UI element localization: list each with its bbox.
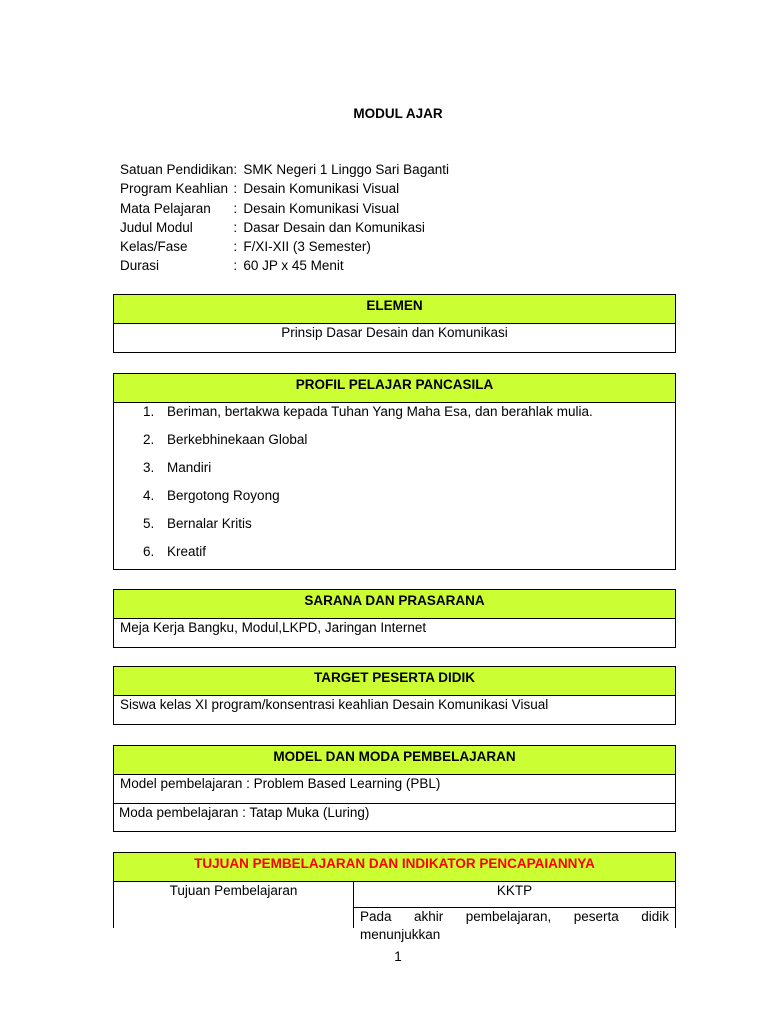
info-row-judul [120, 218, 449, 237]
tujuan-table [114, 882, 675, 942]
model-section [113, 745, 676, 832]
kktp-column [354, 882, 675, 942]
document-title: MODUL AJAR [353, 106, 443, 121]
info-row-kelas [120, 237, 449, 256]
list-number: 5. [143, 516, 155, 531]
profil-header: PROFIL PELAJAR PANCASILA [114, 374, 675, 403]
page-number: 1 [394, 949, 402, 964]
target-content: Siswa kelas XI program/konsentrasi keahlian Desain Komunikasi Visual [120, 697, 549, 712]
info-separator: : [233, 181, 238, 197]
target-section [113, 666, 676, 725]
info-row-durasi [120, 256, 449, 275]
target-header: TARGET PESERTA DIDIK [114, 667, 675, 696]
tujuan-header: TUJUAN PEMBELAJARAN DAN INDIKATOR PENCAPAIANNYA [114, 853, 675, 882]
info-separator: : [233, 239, 238, 255]
list-item [114, 459, 675, 487]
info-label: Kelas/Fase [120, 239, 188, 255]
list-item [114, 431, 675, 459]
list-text: Kreatif [167, 544, 207, 559]
list-number: 4. [143, 488, 155, 503]
profil-section [113, 373, 676, 570]
kktp-text: Pada akhir pembelajaran, peserta didik menunjukkan [360, 909, 669, 942]
list-item [114, 403, 675, 431]
elemen-content: Prinsip Dasar Desain dan Komunikasi [281, 325, 508, 340]
list-item [114, 543, 675, 571]
info-label: Program Keahlian [120, 181, 229, 197]
info-label: Judul Modul [120, 219, 193, 235]
list-number: 3. [143, 460, 155, 475]
info-row-mapel [120, 199, 449, 218]
moda-pembelajaran: Moda pembelajaran : Tatap Muka (Luring) [114, 803, 675, 831]
list-number: 2. [143, 432, 155, 447]
list-text: Berkebhinekaan Global [167, 432, 308, 447]
list-item [114, 515, 675, 543]
list-text: Mandiri [167, 460, 212, 475]
elemen-header: ELEMEN [114, 295, 675, 324]
kktp-column-header: KKTP [354, 882, 675, 908]
list-number: 1. [143, 404, 155, 419]
info-separator: : [233, 162, 238, 177]
info-separator: : [233, 200, 238, 216]
info-label: Satuan Pendidikan [120, 162, 234, 177]
module-info-table [120, 160, 449, 276]
profil-list [114, 403, 675, 571]
sarana-content: Meja Kerja Bangku, Modul,LKPD, Jaringan Internet [120, 620, 427, 635]
list-item [114, 487, 675, 515]
info-value: 60 JP x 45 Menit [243, 258, 344, 274]
info-label: Durasi [120, 258, 160, 274]
sarana-header: SARANA DAN PRASARANA [114, 590, 675, 619]
info-separator: : [233, 219, 238, 235]
list-text: Bergotong Royong [167, 488, 280, 503]
info-value: Desain Komunikasi Visual [243, 200, 400, 216]
info-label: Mata Pelajaran [120, 200, 211, 216]
info-value: Dasar Desain dan Komunikasi [243, 219, 425, 235]
info-value: F/XI-XII (3 Semester) [243, 239, 371, 255]
info-row-program [120, 179, 449, 198]
list-number: 6. [143, 544, 155, 559]
list-text: Bernalar Kritis [167, 516, 252, 531]
model-header: MODEL DAN MODA PEMBELAJARAN [114, 746, 675, 775]
info-value: Desain Komunikasi Visual [243, 181, 400, 197]
info-row-satuan [120, 160, 449, 179]
model-pembelajaran: Model pembelajaran : Problem Based Learning (PBL) [120, 776, 441, 791]
sarana-section [113, 589, 676, 648]
tujuan-column-header: Tujuan Pembelajaran [114, 882, 354, 928]
info-separator: : [233, 258, 238, 274]
elemen-section [113, 294, 676, 353]
info-value: SMK Negeri 1 Linggo Sari Baganti [243, 162, 449, 177]
tujuan-section [113, 852, 676, 942]
list-text: Beriman, bertakwa kepada Tuhan Yang Maha Esa, dan berahlak mulia. [167, 404, 593, 419]
